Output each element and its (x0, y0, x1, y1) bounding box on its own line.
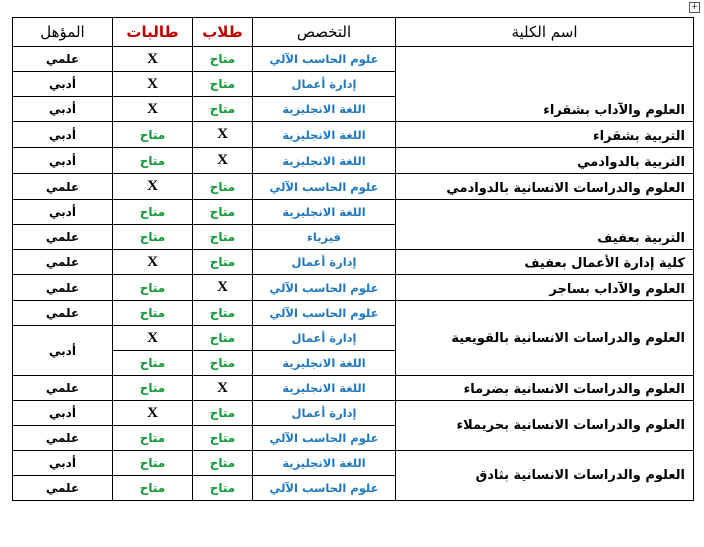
male-cell: متاح (193, 250, 253, 275)
female-cell: X (113, 326, 193, 351)
major-cell: اللغة الانجليزية (253, 122, 396, 148)
female-cell: X (113, 174, 193, 200)
colleges-table (12, 17, 694, 501)
qualification-cell: علمي (13, 426, 113, 451)
major-cell: علوم الحاسب الآلي (253, 476, 396, 501)
table-row (13, 451, 694, 476)
table-row (13, 47, 694, 72)
college-cell: العلوم والآداب بشقراء (396, 47, 694, 122)
female-cell: X (113, 401, 193, 426)
header-female: طالبات (113, 18, 193, 47)
college-cell: العلوم والدراسات الانسانية بثادق (396, 451, 694, 501)
qualification-cell: علمي (13, 225, 113, 250)
header-major: التخصص (253, 18, 396, 47)
table-row (13, 250, 694, 275)
female-cell: X (113, 97, 193, 122)
qualification-cell: أدبي (13, 122, 113, 148)
female-cell: متاح (113, 148, 193, 174)
major-cell: علوم الحاسب الآلي (253, 426, 396, 451)
major-cell: إدارة أعمال (253, 72, 396, 97)
header-male: طلاب (193, 18, 253, 47)
major-cell: اللغة الانجليزية (253, 451, 396, 476)
qualification-cell: علمي (13, 250, 113, 275)
qualification-cell: علمي (13, 275, 113, 301)
college-cell: التربية بشقراء (396, 122, 694, 148)
male-cell: X (193, 122, 253, 148)
female-cell: متاح (113, 476, 193, 501)
female-cell: X (113, 72, 193, 97)
male-cell: X (193, 148, 253, 174)
major-cell: علوم الحاسب الآلي (253, 275, 396, 301)
major-cell: إدارة أعمال (253, 401, 396, 426)
male-cell: X (193, 275, 253, 301)
male-cell: متاح (193, 451, 253, 476)
male-cell: متاح (193, 72, 253, 97)
major-cell: اللغة الانجليزية (253, 376, 396, 401)
major-cell: علوم الحاسب الآلي (253, 174, 396, 200)
female-cell: متاح (113, 351, 193, 376)
qualification-cell: أدبي (13, 97, 113, 122)
qualification-cell: أدبي (13, 72, 113, 97)
qualification-cell: علمي (13, 476, 113, 501)
table-row (13, 122, 694, 148)
female-cell: متاح (113, 426, 193, 451)
male-cell: متاح (193, 301, 253, 326)
table-row (13, 174, 694, 200)
college-cell: العلوم والدراسات الانسانية بالقويعية (396, 301, 694, 376)
female-cell: X (113, 250, 193, 275)
header-college: اسم الكلية (396, 18, 694, 47)
qualification-cell: أدبي (13, 451, 113, 476)
male-cell: متاح (193, 174, 253, 200)
table-row (13, 200, 694, 225)
table-row (13, 148, 694, 174)
female-cell: متاح (113, 376, 193, 401)
college-cell: التربية بعفيف (396, 200, 694, 250)
major-cell: فيزياء (253, 225, 396, 250)
male-cell: متاح (193, 47, 253, 72)
table-move-handle[interactable]: + (690, 2, 699, 12)
table-row (13, 275, 694, 301)
male-cell: متاح (193, 225, 253, 250)
male-cell: X (193, 376, 253, 401)
table-row (13, 301, 694, 326)
female-cell: متاح (113, 301, 193, 326)
qualification-cell: علمي (13, 376, 113, 401)
college-cell: العلوم والدراسات الانسانية بالدوادمي (396, 174, 694, 200)
major-cell: اللغة الانجليزية (253, 97, 396, 122)
male-cell: متاح (193, 351, 253, 376)
colleges-table-container (12, 17, 694, 501)
qualification-cell: أدبي (13, 148, 113, 174)
male-cell: متاح (193, 97, 253, 122)
college-cell: العلوم والدراسات الانسانية بحريملاء (396, 401, 694, 451)
qualification-cell: أدبي (13, 401, 113, 426)
female-cell: متاح (113, 275, 193, 301)
male-cell: متاح (193, 200, 253, 225)
major-cell: اللغة الانجليزية (253, 148, 396, 174)
college-cell: التربية بالدوادمي (396, 148, 694, 174)
college-cell: كلية إدارة الأعمال بعفيف (396, 250, 694, 275)
female-cell: متاح (113, 122, 193, 148)
header-qualification: المؤهل (13, 18, 113, 47)
table-row (13, 376, 694, 401)
college-cell: العلوم والآداب بساجر (396, 275, 694, 301)
major-cell: اللغة الانجليزية (253, 351, 396, 376)
major-cell: علوم الحاسب الآلي (253, 47, 396, 72)
table-row (13, 401, 694, 426)
qualification-cell: علمي (13, 301, 113, 326)
qualification-cell: علمي (13, 174, 113, 200)
major-cell: إدارة أعمال (253, 250, 396, 275)
qualification-cell: علمي (13, 47, 113, 72)
qualification-cell: أدبي (13, 200, 113, 225)
male-cell: متاح (193, 401, 253, 426)
female-cell: متاح (113, 451, 193, 476)
college-cell: العلوم والدراسات الانسانية بضرماء (396, 376, 694, 401)
female-cell: متاح (113, 225, 193, 250)
major-cell: إدارة أعمال (253, 326, 396, 351)
qualification-cell: أدبي (13, 326, 113, 376)
male-cell: متاح (193, 476, 253, 501)
female-cell: X (113, 47, 193, 72)
female-cell: متاح (113, 200, 193, 225)
major-cell: اللغة الانجليزية (253, 200, 396, 225)
male-cell: متاح (193, 326, 253, 351)
male-cell: متاح (193, 426, 253, 451)
major-cell: علوم الحاسب الآلي (253, 301, 396, 326)
